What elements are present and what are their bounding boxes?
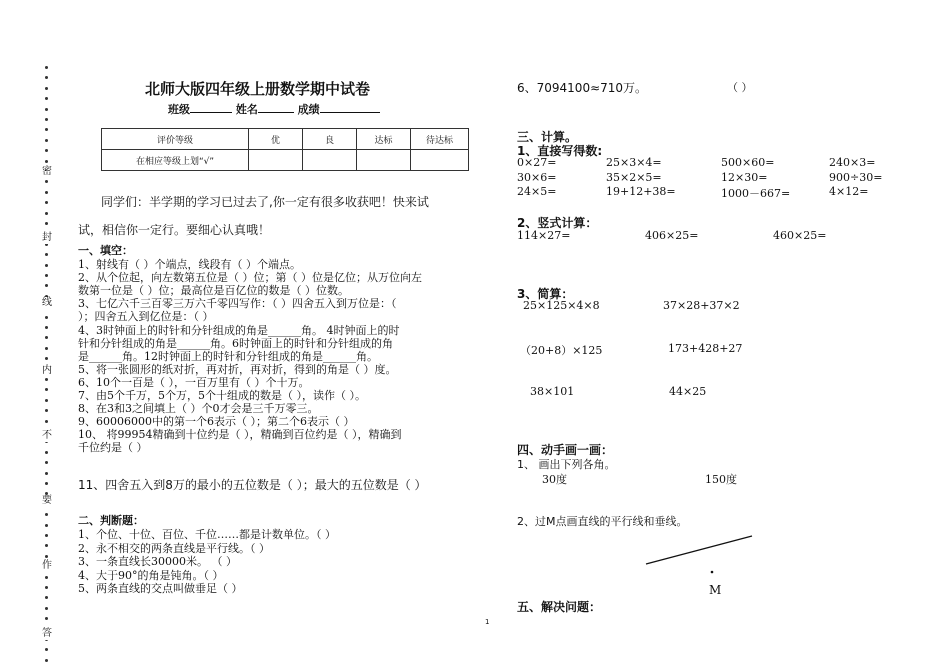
question-11: 11、四舍五入到8万的最小的五位数是（ ）；最大的五位数是（ ） [78, 478, 427, 492]
direct-calc-item: 4×12= [829, 185, 869, 198]
score-label: 成绩 [297, 103, 320, 116]
table-cell[interactable] [411, 150, 469, 171]
fill-blank-line: 3、七亿六千三百零三万六千零四写作：（ ）四舍五入到万位是：（ [78, 297, 397, 311]
simplify-item: 25×125×4×8 [523, 299, 600, 312]
seal-dot [45, 212, 48, 215]
seal-dot [45, 66, 48, 69]
simplify-item: 38×101 [530, 385, 575, 398]
direct-calc-item: 30×6= [517, 170, 557, 184]
seal-dot [45, 76, 48, 79]
table-cell[interactable] [303, 150, 357, 171]
simplify-title: 3、简算： [517, 287, 574, 301]
seal-dot [45, 451, 48, 454]
direct-calc-item: 500×60= [721, 156, 775, 169]
angle-label: 30度 [542, 473, 567, 486]
vertical-calc-item: 114×27= [517, 229, 571, 242]
direct-calc-item: 35×2×5= [606, 170, 662, 184]
section-3-title: 三、计算。 [517, 130, 578, 144]
table-cell[interactable] [357, 150, 411, 171]
question-6-answer[interactable]: （ ） [727, 81, 753, 94]
class-blank[interactable] [190, 101, 232, 113]
evaluation-table [101, 128, 469, 171]
section-2-title: 二、判断题： [78, 514, 144, 527]
seal-dot [45, 420, 48, 423]
fill-blank-line: 7、由5个千万，5个万，5个十组成的数是（ ），读作（ ）。 [78, 389, 366, 402]
seal-char: 密 [42, 166, 52, 177]
section-5-title: 五、解决问题： [517, 600, 602, 614]
fill-blank-line: 8、在3和3之间填上（ ）个0才会是三千万零三。 [78, 402, 319, 416]
seal-dot [45, 160, 48, 163]
exam-title: 北师大版四年级上册数学期中试卷 [145, 80, 371, 98]
fill-blank-line: 千位约是（ ） [78, 441, 148, 455]
seal-char: 封 [42, 232, 52, 243]
seal-dot [45, 607, 48, 610]
parallel-perpendicular-question: 2、过M点画直线的平行线和垂线。 [517, 515, 688, 528]
seal-dot [45, 544, 48, 547]
seal-dot [45, 617, 48, 620]
seal-dot [45, 648, 48, 651]
direct-calc-item: 900÷30= [829, 170, 883, 184]
fill-blank-line: 2、从个位起，向左数第五位是（ ）位；第（ ）位是亿位；从万位向左 [78, 271, 422, 285]
point-m-dot [711, 571, 714, 574]
seal-char: 不 [42, 430, 52, 441]
seal-dot [45, 586, 48, 589]
simplify-item: 44×25 [669, 385, 707, 398]
direct-calc-item: 19+12+38= [606, 185, 676, 198]
given-line-figure [640, 530, 760, 580]
student-info-line [168, 101, 380, 117]
fill-blank-line: 4、3时钟面上的时针和分针组成的角是______角。 4时钟面上的时 [78, 323, 400, 337]
seal-dot [45, 524, 48, 527]
direct-calc-item: 240×3= [829, 156, 876, 169]
fill-blank-line: 6、10个一百是（ ），一百万里有（ ）个十万。 [78, 375, 310, 389]
seal-line [40, 62, 54, 672]
seal-char: 内 [42, 365, 52, 376]
seal-dot [45, 191, 48, 194]
true-false-item: 1、个位、十位、百位、千位……都是计数单位。（ ） [78, 528, 336, 541]
name-blank[interactable] [258, 101, 294, 113]
vertical-calc-item: 406×25= [645, 229, 699, 242]
fill-blank-line: 针和分针组成的角是______角。6时钟面上的时针和分针组成的角 [78, 336, 393, 350]
seal-dot [45, 274, 48, 277]
seal-dot [45, 222, 48, 225]
table-header-cell: 良 [303, 129, 357, 150]
simplify-item: 173+428+27 [668, 342, 743, 355]
angle-label: 150度 [705, 473, 737, 486]
seal-dot [45, 87, 48, 90]
table-cell[interactable] [249, 150, 303, 171]
simplify-item: （20+8）×125 [520, 344, 603, 357]
intro-line-2: 试，相信你一定行。要细心认真哦！ [78, 223, 271, 237]
seal-dot [45, 326, 48, 329]
fill-blank-line: 数第一位是（ ）位；最高位是百亿位的数是（ ）位数。 [78, 284, 349, 298]
name-label: 姓名 [235, 103, 258, 116]
seal-dot [45, 388, 48, 391]
seal-dot [45, 409, 48, 412]
seal-dot [45, 378, 48, 381]
seal-dot [45, 264, 48, 267]
direct-calc-item: 25×3×4= [606, 156, 662, 169]
seal-char: 线 [42, 297, 52, 308]
table-header-cell: 达标 [357, 129, 411, 150]
seal-dot [45, 472, 48, 475]
seal-dot [45, 576, 48, 579]
simplify-item: 37×28+37×2 [663, 299, 740, 312]
seal-dot [45, 253, 48, 256]
seal-dot [45, 149, 48, 152]
true-false-item: 3、一条直线长30000米。 （ ） [78, 555, 237, 568]
table-cell: 在相应等级上划“√” [102, 150, 249, 171]
seal-dot [45, 357, 48, 360]
table-row [102, 150, 469, 171]
seal-dot [45, 347, 48, 350]
table-row [102, 129, 469, 150]
seal-dot [45, 482, 48, 485]
seal-dot [45, 201, 48, 204]
seal-dot [45, 534, 48, 537]
direct-calc-item: 12×30= [721, 170, 768, 184]
seal-dot [45, 284, 48, 287]
seal-dot [45, 513, 48, 516]
true-false-item: 5、两条直线的交点叫做垂足（ ） [78, 582, 243, 595]
direct-calc-item: 24×5= [517, 185, 557, 198]
intro-line-1: 同学们：半学期的学习已过去了,你一定有很多收获吧！快来试 [101, 195, 429, 209]
point-m-label: M [709, 583, 722, 597]
seal-char: 答 [42, 628, 52, 639]
seal-dot [45, 336, 48, 339]
seal-dot [45, 108, 48, 111]
seal-dot [45, 180, 48, 183]
class-label: 班级 [168, 103, 190, 116]
question-6: 6、7094100≈710万。 [517, 81, 648, 95]
fill-blank-line: 10、 将99954精确到十位约是（ ），精确到百位约是（ ），精确到 [78, 428, 402, 442]
seal-dot [45, 118, 48, 121]
section-1-title: 一、填空： [78, 244, 133, 257]
seal-dot [45, 555, 48, 558]
true-false-item: 2、永不相交的两条直线是平行线。（ ） [78, 541, 270, 555]
section-4-title: 四、动手画一画： [517, 443, 614, 457]
seal-char: 要 [42, 495, 52, 506]
draw-angles-question: 1、 画出下列各角。 [517, 458, 616, 471]
vertical-calc-title: 2、竖式计算： [517, 216, 598, 230]
direct-calc-title: 1、直接写得数: [517, 144, 603, 158]
seal-dot [45, 97, 48, 100]
fill-blank-line: 9、60006000中的第一个6表示（ ）；第二个6表示（ ） [78, 415, 355, 429]
seal-dot [45, 461, 48, 464]
given-line [646, 536, 752, 564]
page-number: 1 [485, 618, 490, 626]
seal-dot [45, 316, 48, 319]
seal-dot [45, 139, 48, 142]
vertical-calc-item: 460×25= [773, 229, 827, 242]
table-header-cell: 评价等级 [102, 129, 249, 150]
table-header-cell: 待达标 [411, 129, 469, 150]
seal-char: 作 [42, 560, 52, 571]
direct-calc-item: 1000－667= [721, 187, 791, 200]
score-blank[interactable] [320, 101, 380, 113]
seal-dot [45, 128, 48, 131]
fill-blank-line: ）；四舍五入到亿位是：（ ） [78, 310, 214, 324]
seal-dot [45, 399, 48, 402]
fill-blank-line: 1、射线有（ ）个端点，线段有（ ）个端点。 [78, 258, 301, 271]
table-header-cell: 优 [249, 129, 303, 150]
direct-calc-item: 0×27= [517, 156, 557, 169]
fill-blank-line: 5、将一张圆形的纸对折，再对折，再对折，得到的角是（ ）度。 [78, 362, 397, 376]
true-false-item: 4、大于90°的角是钝角。（ ） [78, 568, 224, 582]
seal-dot [45, 659, 48, 662]
seal-dot [45, 596, 48, 599]
fill-blank-line: 是______角。12时钟面上的时针和分针组成的角是______角。 [78, 349, 378, 363]
